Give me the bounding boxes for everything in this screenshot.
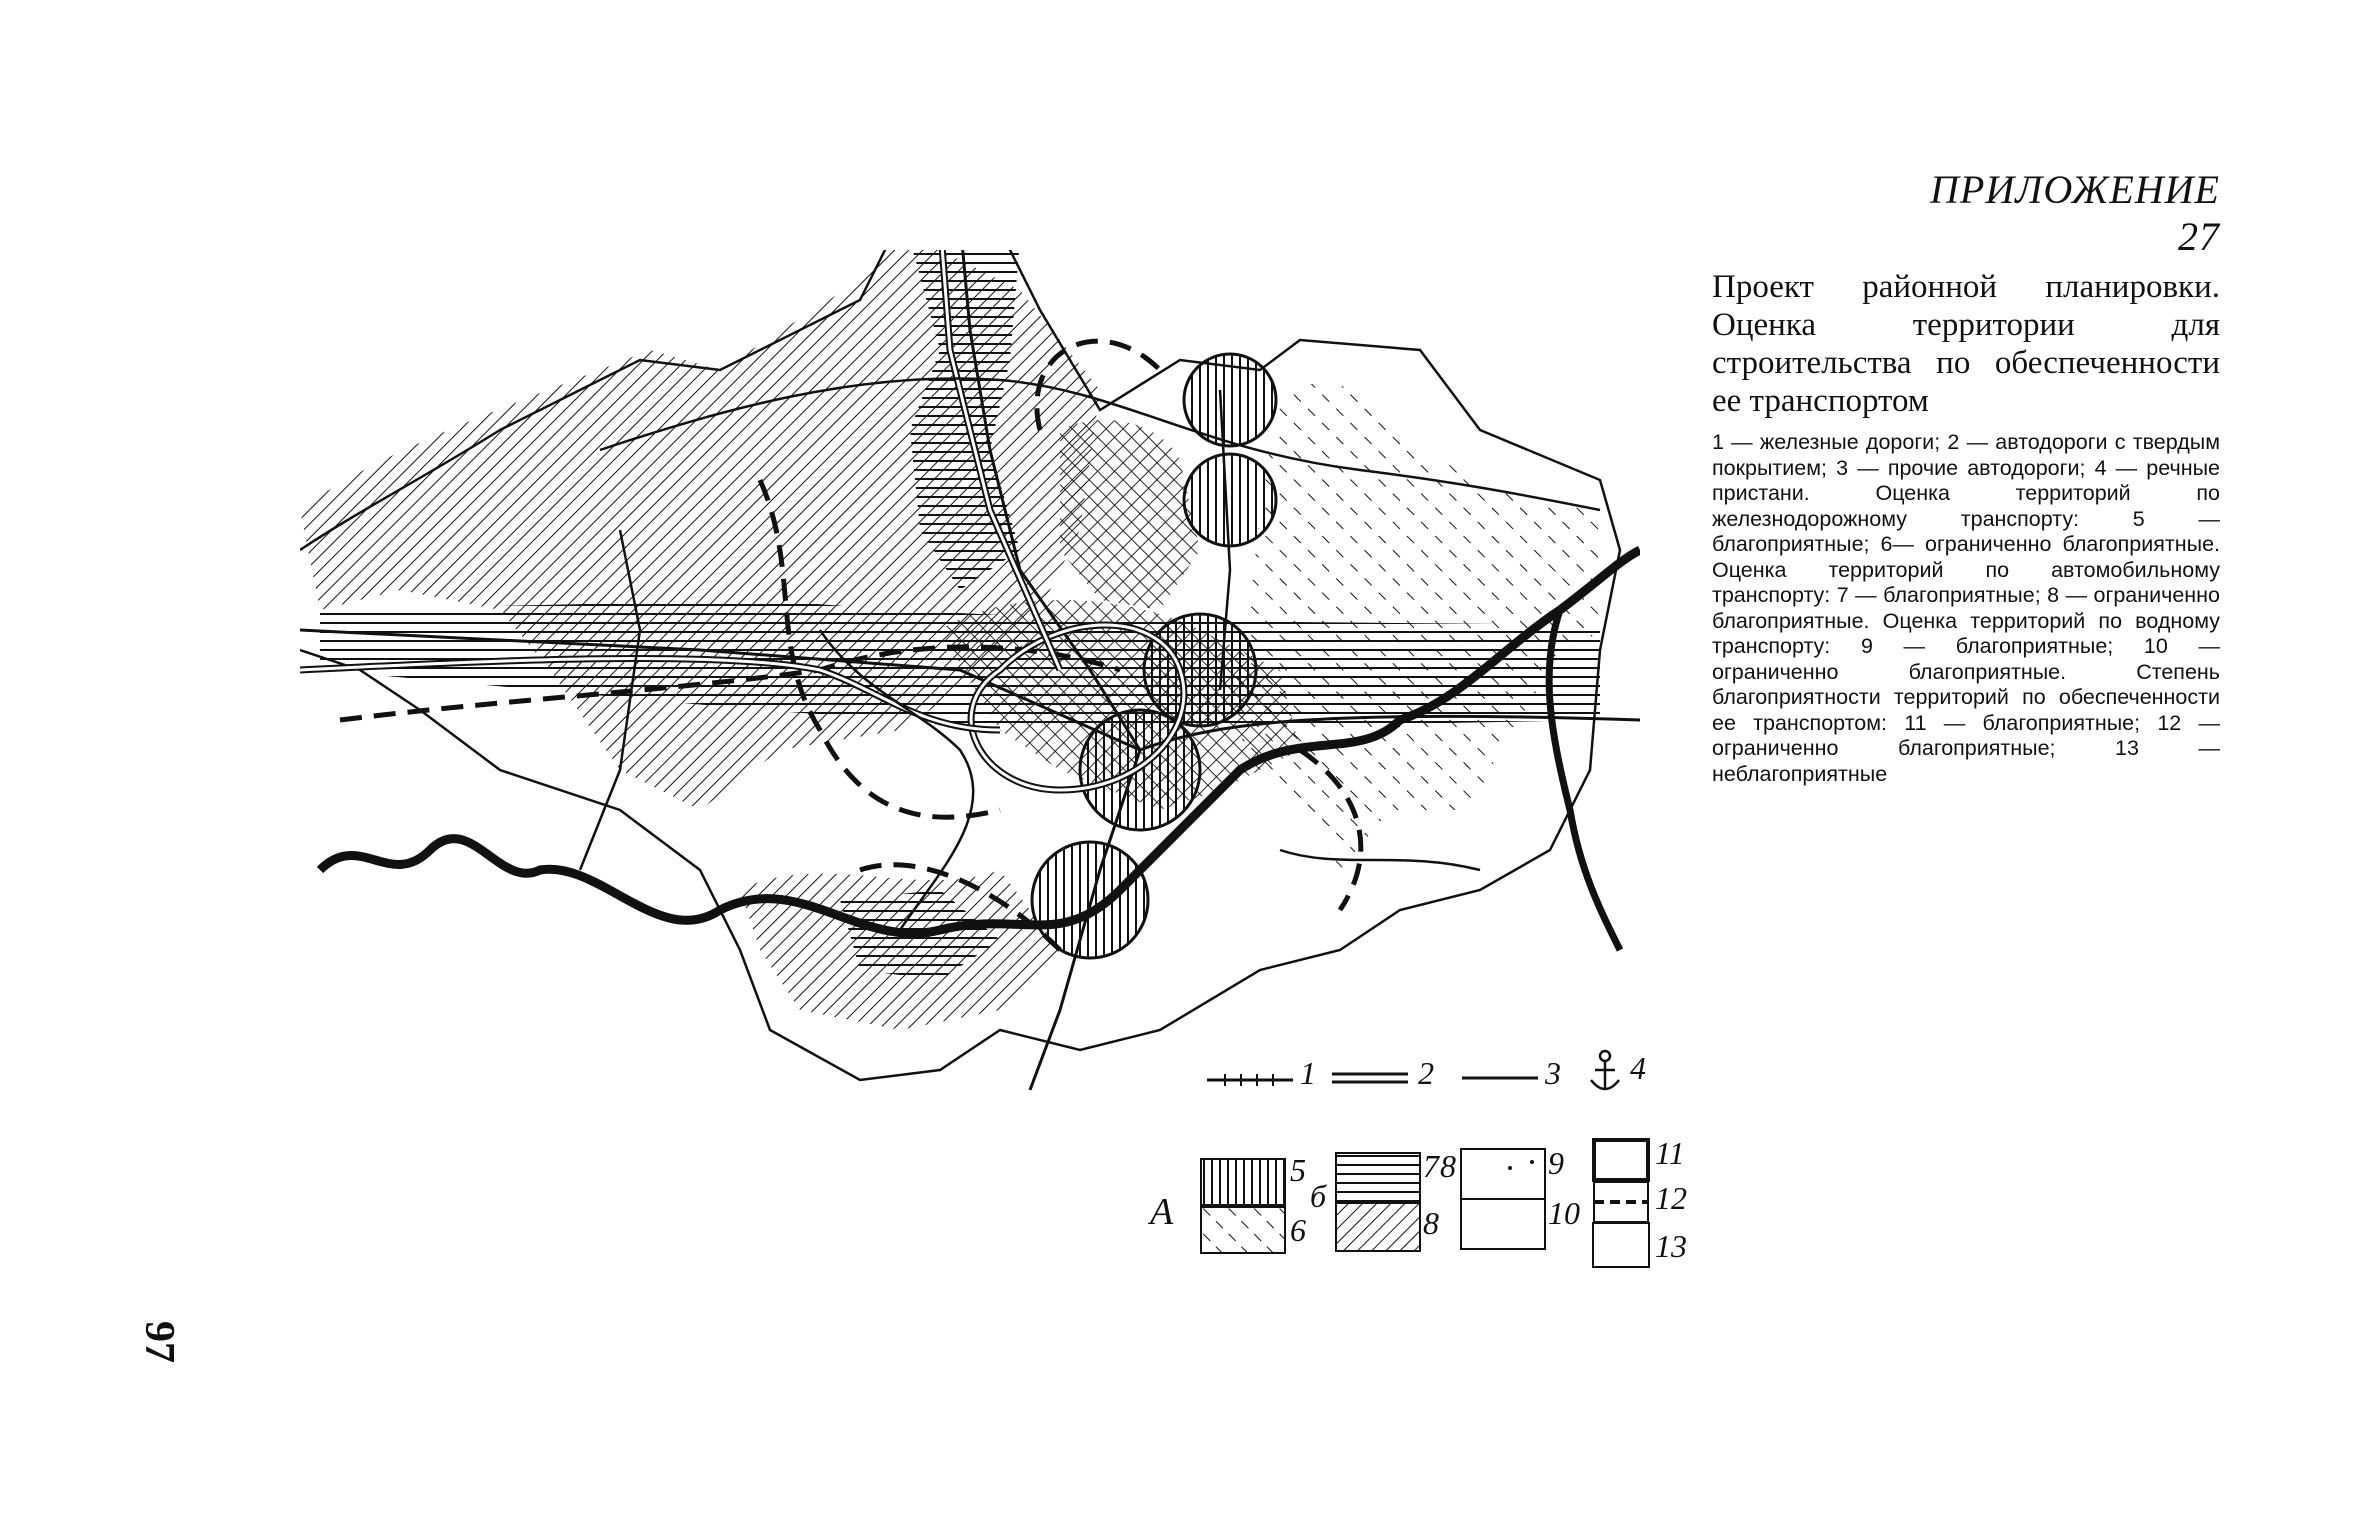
- legend-railway-symbol: [1205, 1070, 1295, 1090]
- legend-box-7-sub: 8: [1440, 1148, 1456, 1184]
- legend-label-3: 3: [1545, 1055, 1561, 1091]
- legend-box-5-sub: б: [1310, 1178, 1327, 1214]
- other-road-5: [1280, 850, 1480, 870]
- legend-paved-road-symbol: [1330, 1068, 1410, 1088]
- district-planning-map: [300, 250, 1640, 1110]
- legend-box-8: [1335, 1202, 1421, 1252]
- legend-box-10: [1460, 1198, 1546, 1250]
- legend-box-10-num: 10: [1548, 1195, 1580, 1231]
- caption-title: Проект районной планировки. Оценка территории для строительства по обеспеченности ее транспортом: [1712, 269, 2220, 419]
- legend-box-13: [1592, 1222, 1650, 1268]
- legend-box-9-num: 9: [1548, 1145, 1564, 1181]
- legend-box-5: [1200, 1158, 1286, 1206]
- page-number: 97: [136, 1321, 182, 1363]
- legend-box-12: [1592, 1180, 1650, 1224]
- legend-box-5-num: 5: [1290, 1152, 1306, 1188]
- legend-box-8-num: 8: [1423, 1205, 1439, 1241]
- legend-box-6: [1200, 1206, 1286, 1254]
- legend-box-6-num: 6: [1290, 1212, 1306, 1248]
- legend-box-13-num: 13: [1655, 1228, 1687, 1264]
- caption-legend-text: 1 — железные дороги; 2 — автодороги с твердым покрытием; 3 — прочие автодороги; 4 — речные пристани. Оценка территорий по железнодорожному транспорту: 5 — благоприятные; 6— ограниченно благоприятные. Оценка территорий по автомобильному транспорту: 7 — благоприятные; 8 — ограниченно благоприятные. Оценка территорий по водному транспорту: 9 — благоприятные; 10 — ограниченно благоприятные. Степень благоприятности территорий по обеспеченности ее транспортом: 11 — благоприятные; 12 — ограниченно благоприятные; 13 — неблагоприятные: [1712, 430, 2220, 786]
- legend-other-road-symbol: [1460, 1068, 1540, 1088]
- legend-group-label: А: [1150, 1191, 1174, 1233]
- legend-box-12-num: 12: [1655, 1180, 1687, 1216]
- legend-box-7: [1335, 1152, 1421, 1202]
- region-crosshatch-north: [1060, 420, 1200, 610]
- legend-box-9: [1460, 1148, 1546, 1200]
- circle-vertical-3: [1144, 614, 1256, 726]
- legend-label-4: 4: [1630, 1050, 1646, 1086]
- appendix-title: ПРИЛОЖЕНИЕ 27: [1930, 167, 2220, 259]
- legend-box-7-num: 7: [1423, 1148, 1439, 1184]
- circle-vertical-2: [1184, 454, 1276, 546]
- anchor-icon: [1585, 1048, 1625, 1096]
- legend-box-11-num: 11: [1655, 1135, 1685, 1171]
- legend-label-1: 1: [1300, 1055, 1316, 1091]
- legend-label-2: 2: [1418, 1055, 1434, 1091]
- legend-box-11: [1592, 1138, 1650, 1182]
